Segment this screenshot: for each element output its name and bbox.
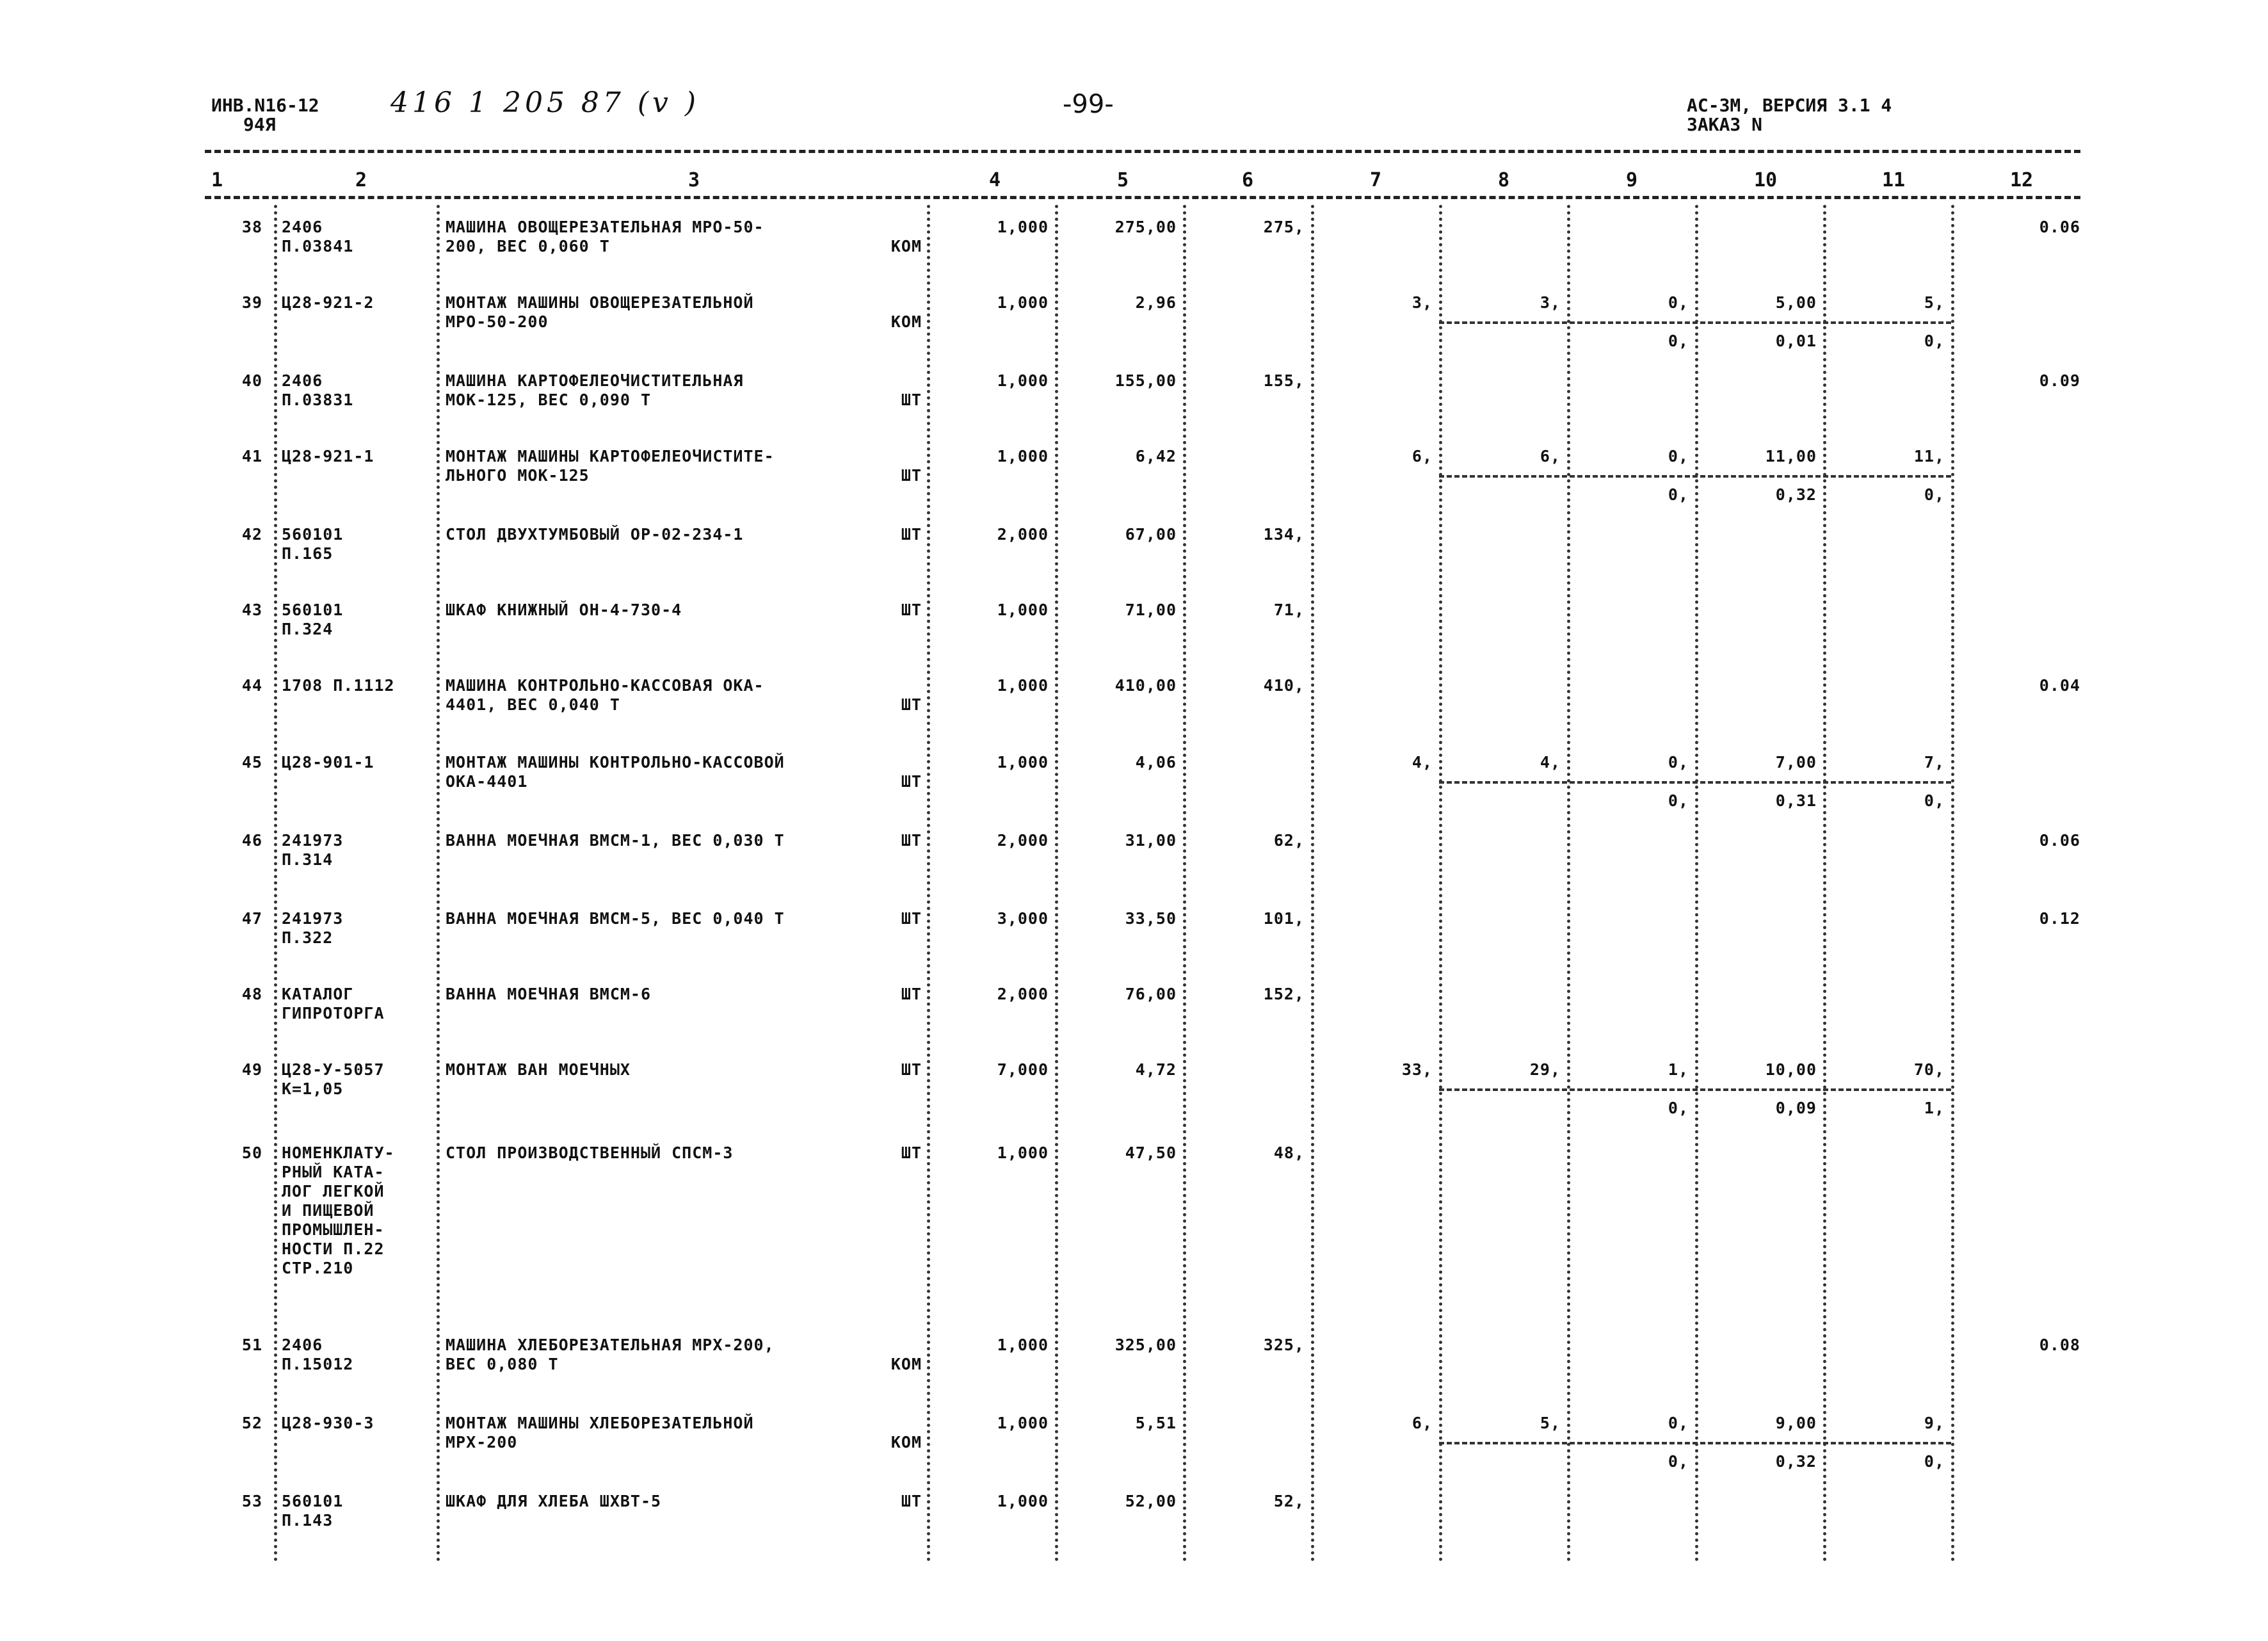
order-label: ЗАКАЗ N — [1687, 114, 1763, 135]
value-q: 1,000 — [997, 676, 1049, 695]
normative-code: П.143 — [282, 1511, 334, 1530]
normative-code: СТР.210 — [282, 1259, 354, 1277]
subtotal-rule — [1439, 1088, 1951, 1091]
item-description: 200, ВЕС 0,060 Т — [446, 237, 610, 255]
value-q: 1,000 — [997, 1414, 1049, 1432]
row-number: 52 — [241, 1414, 262, 1432]
item-description: МОНТАЖ МАШИНЫ ХЛЕБОРЕЗАТЕЛЬНОЙ — [446, 1414, 754, 1432]
column-head-3: 3 — [688, 169, 700, 191]
column-head-10: 10 — [1754, 169, 1778, 191]
unit: ШТ — [901, 466, 922, 485]
normative-code: 2406 — [282, 371, 323, 390]
value-c11: 9, — [1924, 1414, 1945, 1432]
value-c9: 0, — [1668, 1414, 1689, 1432]
normative-code: 560101 — [282, 1492, 344, 1510]
normative-code: 560101 — [282, 525, 344, 544]
normative-code: РНЫЙ КАТА- — [282, 1163, 385, 1181]
normative-code: П.165 — [282, 544, 334, 563]
subvalue-c10: 0,01 — [1775, 332, 1817, 350]
value-c8: 6, — [1540, 447, 1561, 465]
version-info — [1687, 96, 1892, 134]
value-c10: 10,00 — [1765, 1060, 1817, 1079]
value-q: 3,000 — [997, 909, 1049, 928]
unit: ШТ — [901, 391, 922, 409]
normative-code: Ц28-901-1 — [282, 753, 374, 772]
value-c10: 9,00 — [1775, 1414, 1817, 1432]
inventory-code — [211, 96, 319, 134]
value-total: 62, — [1273, 831, 1305, 850]
value-c7: 33, — [1401, 1060, 1433, 1079]
item-description: ШКАФ ДЛЯ ХЛЕБА ШХВТ-5 — [446, 1492, 662, 1510]
subvalue-c11: 0, — [1924, 1452, 1945, 1471]
column-separator — [1183, 205, 1186, 1562]
item-description: МОНТАЖ ВАН МОЕЧНЫХ — [446, 1060, 631, 1079]
value-q: 2,000 — [997, 985, 1049, 1003]
normative-code: ЛОГ ЛЕГКОЙ — [282, 1182, 385, 1200]
column-separator — [1567, 205, 1570, 1562]
value-total: 155, — [1263, 371, 1305, 390]
inventory-code-sub: 94Я — [243, 114, 276, 135]
item-description: МАШИНА ОВОЩЕРЕЗАТЕЛЬНАЯ МРО-50- — [446, 218, 764, 236]
column-separator — [1951, 205, 1954, 1562]
value-c12: 0.09 — [2039, 371, 2080, 390]
value-c10: 5,00 — [1775, 293, 1817, 312]
value-c12: 0.06 — [2039, 831, 2080, 850]
subvalue-c9: 0, — [1668, 791, 1689, 810]
subvalue-c10: 0,32 — [1775, 1452, 1817, 1471]
normative-code: Ц28-921-2 — [282, 293, 374, 312]
unit: КОМ — [890, 1433, 922, 1451]
row-number: 42 — [241, 525, 262, 544]
item-description: МОНТАЖ МАШИНЫ ОВОЩЕРЕЗАТЕЛЬНОЙ — [446, 293, 754, 312]
value-q: 2,000 — [997, 831, 1049, 850]
column-head-6: 6 — [1242, 169, 1254, 191]
value-c10: 11,00 — [1765, 447, 1817, 465]
value-c7: 3, — [1411, 293, 1433, 312]
column-separator — [437, 205, 440, 1562]
value-q: 1,000 — [997, 293, 1049, 312]
unit: ШТ — [901, 1060, 922, 1079]
column-head-4: 4 — [989, 169, 1001, 191]
row-number: 53 — [241, 1492, 262, 1510]
value-total: 48, — [1273, 1144, 1305, 1162]
value-total: 152, — [1263, 985, 1305, 1003]
value-total: 52, — [1273, 1492, 1305, 1510]
normative-code: К=1,05 — [282, 1079, 344, 1098]
column-separator — [927, 205, 930, 1562]
value-c8: 5, — [1540, 1414, 1561, 1432]
unit: ШТ — [901, 909, 922, 928]
value-c8: 3, — [1540, 293, 1561, 312]
value-c12: 0.04 — [2039, 676, 2080, 695]
normative-code: Ц28-У-5057 — [282, 1060, 385, 1079]
normative-code: 560101 — [282, 601, 344, 619]
subvalue-c9: 0, — [1668, 332, 1689, 350]
column-separator — [1823, 205, 1826, 1562]
normative-code: НОМЕНКЛАТУ- — [282, 1144, 395, 1162]
row-number: 39 — [241, 293, 262, 312]
column-separator — [1439, 205, 1442, 1562]
subtotal-rule — [1439, 475, 1951, 478]
value-c8: 4, — [1540, 753, 1561, 772]
value-c8: 29, — [1529, 1060, 1561, 1079]
normative-code: П.03841 — [282, 237, 354, 255]
row-number: 45 — [241, 753, 262, 772]
column-head-9: 9 — [1626, 169, 1638, 191]
item-description: МОНТАЖ МАШИНЫ КОНТРОЛЬНО-КАССОВОЙ — [446, 753, 785, 772]
value-price: 2,96 — [1135, 293, 1177, 312]
version-main: АС-3М, ВЕРСИЯ 3.1 4 — [1687, 95, 1892, 116]
unit: КОМ — [890, 237, 922, 255]
normative-code: КАТАЛОГ — [282, 985, 354, 1003]
normative-code: 2406 — [282, 1336, 323, 1354]
value-price: 4,72 — [1135, 1060, 1177, 1079]
unit: ШТ — [901, 601, 922, 619]
item-description: ВАННА МОЕЧНАЯ ВМСМ-5, ВЕС 0,040 Т — [446, 909, 785, 928]
normative-code: ГИПРОТОРГА — [282, 1004, 385, 1023]
subtotal-rule — [1439, 321, 1951, 324]
value-price: 76,00 — [1125, 985, 1177, 1003]
normative-code: Ц28-930-3 — [282, 1414, 374, 1432]
item-description: МАШИНА КОНТРОЛЬНО-КАССОВАЯ ОКА- — [446, 676, 764, 695]
item-description: МРХ-200 — [446, 1433, 518, 1451]
value-total: 410, — [1263, 676, 1305, 695]
value-c11: 70, — [1913, 1060, 1945, 1079]
normative-code: П.322 — [282, 928, 334, 947]
estimate-table — [205, 205, 2080, 1562]
normative-code: 2406 — [282, 218, 323, 236]
row-number: 47 — [241, 909, 262, 928]
normative-code: Ц28-921-1 — [282, 447, 374, 465]
unit: ШТ — [901, 985, 922, 1003]
value-price: 71,00 — [1125, 601, 1177, 619]
row-number: 38 — [241, 218, 262, 236]
item-description: ВАННА МОЕЧНАЯ ВМСМ-6 — [446, 985, 652, 1003]
value-price: 6,42 — [1135, 447, 1177, 465]
column-head-5: 5 — [1117, 169, 1129, 191]
unit: КОМ — [890, 312, 922, 331]
value-price: 52,00 — [1125, 1492, 1177, 1510]
value-price: 410,00 — [1114, 676, 1177, 695]
normative-code: П.03831 — [282, 391, 354, 409]
unit: ШТ — [901, 695, 922, 714]
subvalue-c11: 0, — [1924, 332, 1945, 350]
item-description: ВАННА МОЕЧНАЯ ВМСМ-1, ВЕС 0,030 Т — [446, 831, 785, 850]
subvalue-c11: 0, — [1924, 485, 1945, 504]
unit: ШТ — [901, 1492, 922, 1510]
value-c12: 0.08 — [2039, 1336, 2080, 1354]
subvalue-c11: 1, — [1924, 1099, 1945, 1117]
value-q: 1,000 — [997, 218, 1049, 236]
value-price: 33,50 — [1125, 909, 1177, 928]
row-number: 40 — [241, 371, 262, 390]
item-description: МАШИНА ХЛЕБОРЕЗАТЕЛЬНАЯ МРХ-200, — [446, 1336, 775, 1354]
value-q: 1,000 — [997, 1144, 1049, 1162]
column-head-12: 12 — [2010, 169, 2034, 191]
header-rule-top — [205, 150, 2080, 153]
value-c10: 7,00 — [1775, 753, 1817, 772]
value-c7: 4, — [1411, 753, 1433, 772]
value-c11: 11, — [1913, 447, 1945, 465]
item-description: СТОЛ ДВУХТУМБОВЫЙ ОР-02-234-1 — [446, 525, 744, 544]
unit: ШТ — [901, 525, 922, 544]
normative-code: НОСТИ П.22 — [282, 1240, 385, 1258]
value-total: 134, — [1263, 525, 1305, 544]
value-q: 1,000 — [997, 1492, 1049, 1510]
value-total: 325, — [1263, 1336, 1305, 1354]
value-price: 47,50 — [1125, 1144, 1177, 1162]
normative-code: ПРОМЫШЛЕН- — [282, 1220, 385, 1239]
value-q: 1,000 — [997, 447, 1049, 465]
subvalue-c9: 0, — [1668, 1099, 1689, 1117]
normative-code: П.324 — [282, 620, 334, 638]
column-head-7: 7 — [1370, 169, 1382, 191]
value-q: 1,000 — [997, 1336, 1049, 1354]
column-head-8: 8 — [1498, 169, 1510, 191]
subvalue-c10: 0,32 — [1775, 485, 1817, 504]
value-q: 1,000 — [997, 371, 1049, 390]
unit: ШТ — [901, 772, 922, 791]
column-separator — [1055, 205, 1058, 1562]
item-description: МОК-125, ВЕС 0,090 Т — [446, 391, 652, 409]
handwritten-note: 416 1 205 87 (v ) — [390, 86, 700, 119]
row-number: 50 — [241, 1144, 262, 1162]
normative-code: П.314 — [282, 850, 334, 869]
value-price: 5,51 — [1135, 1414, 1177, 1432]
column-separator — [1311, 205, 1314, 1562]
page-number: -99- — [1063, 90, 1114, 119]
item-description: МОНТАЖ МАШИНЫ КАРТОФЕЛЕОЧИСТИТЕ- — [446, 447, 775, 465]
header-rule-bottom — [205, 196, 2080, 199]
column-head-11: 11 — [1882, 169, 1906, 191]
item-description: СТОЛ ПРОИЗВОДСТВЕННЫЙ СПСМ-3 — [446, 1144, 734, 1162]
item-description: 4401, ВЕС 0,040 Т — [446, 695, 620, 714]
subvalue-c9: 0, — [1668, 485, 1689, 504]
row-number: 49 — [241, 1060, 262, 1079]
value-c9: 0, — [1668, 447, 1689, 465]
unit: ШТ — [901, 831, 922, 850]
normative-code: 241973 — [282, 909, 344, 928]
value-total: 71, — [1273, 601, 1305, 619]
item-description: ВЕС 0,080 Т — [446, 1355, 559, 1373]
value-q: 1,000 — [997, 601, 1049, 619]
value-q: 7,000 — [997, 1060, 1049, 1079]
value-c7: 6, — [1411, 1414, 1433, 1432]
subvalue-c9: 0, — [1668, 1452, 1689, 1471]
column-head-1: 1 — [211, 169, 223, 191]
value-c9: 0, — [1668, 293, 1689, 312]
value-price: 4,06 — [1135, 753, 1177, 772]
row-number: 43 — [241, 601, 262, 619]
normative-code: 1708 П.1112 — [282, 676, 395, 695]
row-number: 48 — [241, 985, 262, 1003]
value-q: 1,000 — [997, 753, 1049, 772]
value-c9: 0, — [1668, 753, 1689, 772]
inventory-code-main: ИНВ.N16-12 — [211, 95, 319, 116]
value-c12: 0.06 — [2039, 218, 2080, 236]
item-description: МРО-50-200 — [446, 312, 549, 331]
subvalue-c11: 0, — [1924, 791, 1945, 810]
normative-code: 241973 — [282, 831, 344, 850]
value-q: 2,000 — [997, 525, 1049, 544]
column-separator — [1695, 205, 1698, 1562]
column-head-2: 2 — [355, 169, 367, 191]
value-c7: 6, — [1411, 447, 1433, 465]
item-description: ШКАФ КНИЖНЫЙ ОН-4-730-4 — [446, 601, 682, 619]
normative-code: П.15012 — [282, 1355, 354, 1373]
unit: КОМ — [890, 1355, 922, 1373]
value-total: 275, — [1263, 218, 1305, 236]
subtotal-rule — [1439, 781, 1951, 784]
value-price: 325,00 — [1114, 1336, 1177, 1354]
value-total: 101, — [1263, 909, 1305, 928]
unit: ШТ — [901, 1144, 922, 1162]
value-price: 155,00 — [1114, 371, 1177, 390]
value-c9: 1, — [1668, 1060, 1689, 1079]
row-number: 51 — [241, 1336, 262, 1354]
subvalue-c10: 0,31 — [1775, 791, 1817, 810]
column-separator — [274, 205, 277, 1562]
row-number: 41 — [241, 447, 262, 465]
value-price: 275,00 — [1114, 218, 1177, 236]
row-number: 44 — [241, 676, 262, 695]
value-price: 31,00 — [1125, 831, 1177, 850]
row-number: 46 — [241, 831, 262, 850]
value-c11: 5, — [1924, 293, 1945, 312]
item-description: ОКА-4401 — [446, 772, 528, 791]
value-c12: 0.12 — [2039, 909, 2080, 928]
item-description: МАШИНА КАРТОФЕЛЕОЧИСТИТЕЛЬНАЯ — [446, 371, 744, 390]
subtotal-rule — [1439, 1442, 1951, 1444]
value-price: 67,00 — [1125, 525, 1177, 544]
value-c11: 7, — [1924, 753, 1945, 772]
normative-code: И ПИЩЕВОЙ — [282, 1201, 374, 1220]
item-description: ЛЬНОГО МОК-125 — [446, 466, 590, 485]
subvalue-c10: 0,09 — [1775, 1099, 1817, 1117]
